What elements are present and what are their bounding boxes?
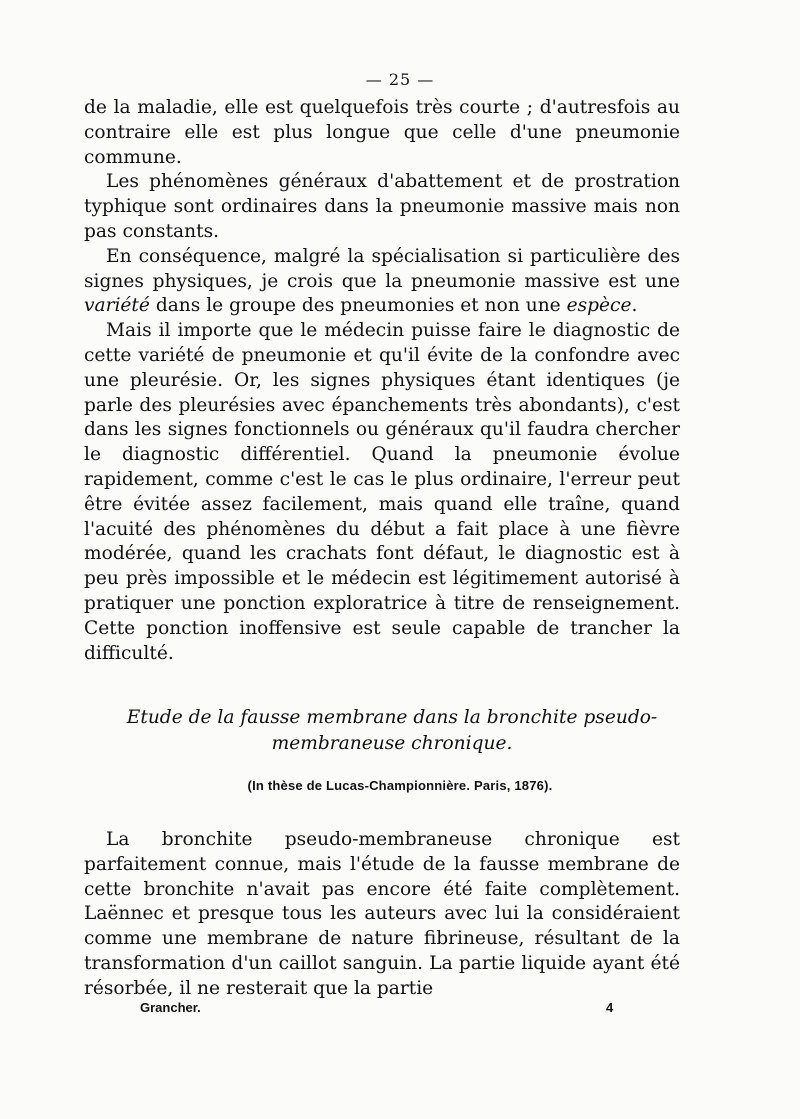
emphasis-variete: variété bbox=[84, 295, 150, 317]
paragraph: Les phénomènes généraux d'abattement et de prostration typhique sont ordinaires dans la pneumonie massive mais non pas constants. bbox=[84, 171, 680, 242]
paragraph-text: . bbox=[631, 295, 638, 317]
paragraph bbox=[84, 245, 680, 319]
page-number: — 25 — bbox=[365, 70, 435, 89]
gathering-mark: 4 bbox=[606, 1000, 614, 1015]
body-text-top bbox=[84, 96, 680, 666]
paragraph-text: En conséquence, malgré la spécialisation si particulière des signes physiques, je crois que la pneumonie massive est une bbox=[84, 245, 680, 292]
citation: (In thèse de Lucas-Championnière. Paris, 1876). bbox=[247, 778, 553, 793]
paragraph-text: dans le groupe des pneumonies et non une bbox=[149, 295, 567, 317]
page-footer bbox=[0, 1000, 800, 1020]
paragraph: Mais il importe que le médecin puisse faire le diagnostic de cette variété de pneumonie et qu'il évite de la confondre avec une pleurésie. Or, les signes physiques étant identiques (je parle des pleurésies avec épanchements très abondants), c'est dans les signes fonctionnels ou généraux qu'il faudra chercher le diagnostic différentiel. Quand la pneumonie évolue rapidement, comme c'est le cas le plus ordinaire, l'erreur peut être évitée assez facilement, mais quand elle traîne, quand l'acuité des phénomènes du début a fait place à une fièvre modérée, quand les crachats font défaut, le diagnostic est à peu près impossible et le médecin est légitimement autorisé à pratiquer une ponction exploratrice à titre de renseignement. Cette ponction inoffensive est seule capable de trancher la difficulté. bbox=[84, 320, 680, 664]
paragraph: de la maladie, elle est quelquefois très courte ; d'autresfois au contraire elle est plus longue que celle d'une pneumonie commune. bbox=[84, 97, 680, 168]
emphasis-espece: espèce bbox=[566, 295, 632, 317]
section-heading: Etude de la fausse membrane dans la bronchite pseudo-membraneuse chronique. bbox=[126, 707, 658, 754]
author-signature: Grancher. bbox=[140, 1000, 201, 1015]
body-text-bottom bbox=[84, 828, 680, 1002]
paragraph: La bronchite pseudo-membraneuse chronique est parfaitement connue, mais l'étude de la fausse membrane de cette bronchite n'avait pas encore été faite complètement. Laënnec et presque tous les auteurs avec lui la considéraient comme une membrane de nature fibrineuse, résultant de la transformation d'un caillot sanguin. La partie liquide ayant été résorbée, il ne resterait que la partie bbox=[84, 829, 680, 999]
